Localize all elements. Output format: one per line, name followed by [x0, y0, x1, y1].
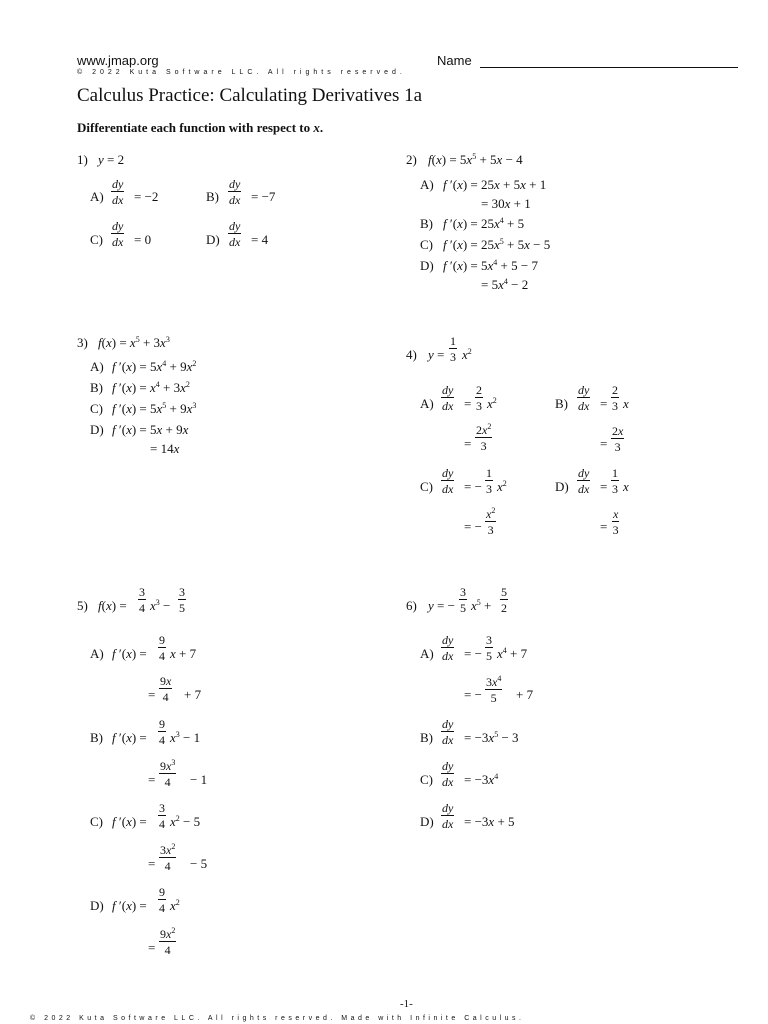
problem-number: 5) [77, 598, 88, 613]
choice-answer-tail: $x^2$ [170, 898, 180, 913]
choice-answer: f ′(x) = 25x + 5x + 1 [443, 177, 547, 192]
choice-label: A) [90, 359, 104, 374]
problem-function: $f(x) = x^5 + 3x^3$ [98, 335, 170, 350]
choice-label: A) [420, 396, 434, 411]
choice-answer: = [600, 479, 608, 494]
dydx-fraction: $\frac{dy}{dx}$ [442, 717, 454, 747]
fraction: $\frac{3}{4}$ [139, 585, 145, 615]
choice-answer-tail: x + 7 [170, 646, 197, 661]
choice-label: C) [420, 237, 433, 252]
fraction: $\frac{9}{4}$ [159, 717, 165, 747]
problem-function: $f(x) = 5x^5 + 5x - 4$ [428, 152, 523, 167]
choice-simplified: = − [464, 687, 482, 702]
fraction: $\frac{2}{3}$ [612, 383, 618, 413]
choice-simplified: = 14x [150, 441, 180, 456]
choice-label: D) [206, 232, 220, 247]
fraction: $\frac{9}{4}$ [159, 633, 165, 663]
fraction: $\frac{1}{3}$ [450, 334, 456, 364]
choice-label: A) [90, 189, 104, 204]
choice-answer-tail: x [623, 479, 629, 494]
dydx-fraction: $\frac{dy}{dx}$ [578, 383, 590, 413]
copyright-footer: © 2022 Kuta Software LLC. All rights reserved. Made with Infinite Calculus. [30, 1015, 525, 1022]
choice-answer: f ′(x) = [112, 730, 147, 745]
dydx-fraction: $\frac{dy}{dx}$ [112, 219, 124, 249]
choice-simplified: = [148, 856, 156, 871]
fraction: $\frac{x^2}{3}$ [486, 506, 496, 537]
dydx-fraction: $\frac{dy}{dx}$ [442, 801, 454, 831]
choice-answer: f ′(x) = [112, 646, 147, 661]
choice-simplified-tail: + 7 [516, 687, 534, 702]
fraction: $\frac{2x}{3}$ [612, 424, 624, 454]
choice-answer: f ′(x) = [112, 814, 147, 829]
choice-answer: = $-3x^5 - 3$ [464, 730, 519, 745]
page-title: Calculus Practice: Calculating Derivatives 1a [77, 85, 423, 106]
choice-label: D) [90, 898, 104, 913]
choice-answer-tail: $x^4 + 7$ [497, 646, 528, 661]
choice-answer: = $-3x^4$ [464, 772, 499, 787]
fraction: $\frac{9x^3}{4}$ [160, 758, 176, 789]
problem-number: 2) [406, 152, 417, 167]
copyright-top: © 2022 Kuta Software LLC. All rights reserved. [77, 69, 406, 76]
dydx-fraction: $\frac{dy}{dx}$ [442, 466, 454, 496]
choice-simplified-tail: − 1 [190, 772, 208, 787]
problem-function-tail: $x^2$ [462, 347, 472, 362]
problem-function: y = − [428, 598, 455, 613]
dydx-fraction: $\frac{dy}{dx}$ [442, 383, 454, 413]
choice-answer: = [600, 396, 608, 411]
dydx-fraction: $\frac{dy}{dx}$ [112, 177, 124, 207]
choice-answer: = −3x + 5 [464, 814, 515, 829]
fraction: $\frac{3x^4}{5}$ [486, 674, 502, 705]
choice-label: C) [90, 814, 103, 829]
choice-simplified: = [148, 687, 156, 702]
fraction: $\frac{9}{4}$ [159, 885, 165, 915]
choice-answer-tail: $x^2$ [487, 396, 497, 411]
choice-simplified: = − [464, 519, 482, 534]
problem-function-mid: $x^5$ + [471, 598, 492, 613]
problem-function: y = 2 [98, 152, 125, 167]
choice-answer: = − [464, 646, 482, 661]
dydx-fraction: $\frac{dy}{dx}$ [578, 466, 590, 496]
fraction: $\frac{2}{3}$ [476, 383, 482, 413]
choice-simplified: = [148, 940, 156, 955]
problem-number: 6) [406, 598, 417, 613]
fraction: $\frac{2x^2}{3}$ [476, 422, 492, 453]
problem-number: 4) [406, 347, 417, 362]
choice-label: B) [90, 380, 103, 395]
problem-function-mid: $x^3$ − [150, 598, 171, 613]
choice-answer-tail: $x^2 - 5$ [170, 814, 201, 829]
instructions: Differentiate each function with respect to x. [77, 120, 324, 135]
fraction: $\frac{3}{5}$ [460, 585, 466, 615]
choice-label: C) [90, 232, 103, 247]
fraction: $\frac{3}{5}$ [179, 585, 185, 615]
problem-number: 1) [77, 152, 88, 167]
site-url: www.jmap.org [77, 53, 159, 68]
choice-answer-tail: x [623, 396, 629, 411]
choice-answer: = −7 [251, 189, 276, 204]
choice-label: B) [90, 730, 103, 745]
choice-answer: = 4 [251, 232, 269, 247]
choice-label: B) [420, 730, 433, 745]
choice-answer: f $'(x) = 5x^5 + 9x^3$ [112, 401, 197, 416]
choice-label: D) [555, 479, 569, 494]
name-line [480, 67, 738, 68]
choice-label: D) [420, 814, 434, 829]
choice-label: D) [90, 422, 104, 437]
problem-function: y = [428, 347, 445, 362]
choice-label: A) [420, 177, 434, 192]
choice-answer: f $'(x) = 5x^4 + 5 - 7$ [443, 258, 538, 273]
dydx-fraction: $\frac{dy}{dx}$ [442, 633, 454, 663]
fraction: $\frac{1}{3}$ [612, 466, 618, 496]
fraction: $\frac{9x}{4}$ [160, 674, 172, 704]
choice-label: C) [90, 401, 103, 416]
dydx-fraction: $\frac{dy}{dx}$ [442, 759, 454, 789]
choice-answer: = − [464, 479, 482, 494]
choice-answer: f $'(x) = 25x^4 + 5$ [443, 216, 525, 231]
choice-label: D) [420, 258, 434, 273]
choice-answer: f $'(x) = x^4 + 3x^2$ [112, 380, 190, 395]
choice-label: B) [206, 189, 219, 204]
fraction: $\frac{3x^2}{4}$ [160, 842, 176, 873]
choice-answer-tail: $x^3 - 1$ [170, 730, 201, 745]
choice-answer: = 0 [134, 232, 152, 247]
choice-simplified: = [464, 436, 472, 451]
choice-simplified-tail: − 5 [190, 856, 208, 871]
choice-simplified-tail: + 7 [184, 687, 202, 702]
choice-answer: = −2 [134, 189, 159, 204]
problem-function: f(x) = [98, 598, 127, 613]
fraction: $\frac{5}{2}$ [501, 585, 507, 615]
choice-answer: = [464, 396, 472, 411]
choice-simplified: = 30x + 1 [481, 196, 531, 211]
choice-answer: f $'(x) = 25x^5 + 5x - 5$ [443, 237, 551, 252]
fraction: $\frac{x}{3}$ [612, 507, 619, 537]
problem-number: 3) [77, 335, 88, 350]
choice-answer-tail: $x^2$ [497, 479, 507, 494]
choice-simplified: = $5x^4 - 2$ [481, 277, 529, 292]
choice-label: A) [420, 646, 434, 661]
choice-answer: f $'(x) = 5x^4 + 9x^2$ [112, 359, 197, 374]
dydx-fraction: $\frac{dy}{dx}$ [229, 177, 241, 207]
fraction: $\frac{1}{3}$ [486, 466, 492, 496]
fraction: $\frac{9x^2}{4}$ [160, 926, 176, 957]
choice-label: C) [420, 479, 433, 494]
fraction: $\frac{3}{5}$ [486, 633, 492, 663]
page-number: -1- [400, 998, 413, 1010]
choice-answer: f ′(x) = 5x + 9x [112, 422, 189, 437]
choice-label: C) [420, 772, 433, 787]
choice-answer: f ′(x) = [112, 898, 147, 913]
choice-label: A) [90, 646, 104, 661]
choice-simplified: = [600, 436, 608, 451]
fraction: $\frac{3}{4}$ [159, 801, 165, 831]
choice-label: B) [555, 396, 568, 411]
choice-simplified: = [148, 772, 156, 787]
name-label: Name [437, 53, 472, 68]
choice-label: B) [420, 216, 433, 231]
choice-simplified: = [600, 519, 608, 534]
dydx-fraction: $\frac{dy}{dx}$ [229, 219, 241, 249]
